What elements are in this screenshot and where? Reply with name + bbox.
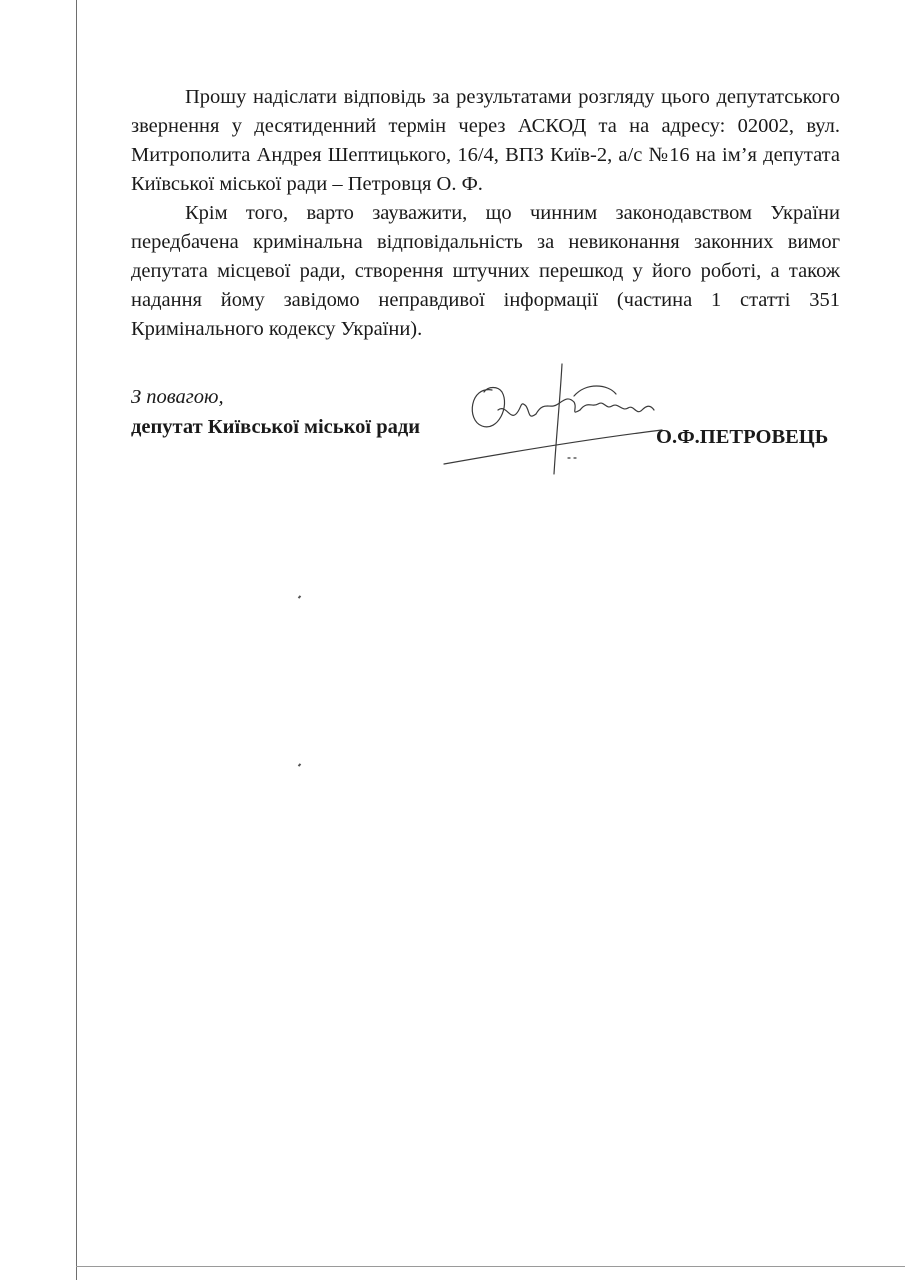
signer-name: О.Ф.ПЕТРОВЕЦЬ (656, 426, 829, 448)
closing-salutation: З повагою, (131, 386, 224, 408)
left-margin-line (76, 0, 77, 1280)
scan-speck (298, 595, 301, 599)
handwritten-signature (440, 360, 670, 480)
letter-body (131, 83, 840, 344)
paragraph-legal-notice: Крім того, варто зауважити, що чинним законодавством України передбачена кримінальна відповідальність за невиконання законних вимог депутата місцевої ради, створення штучних перешкод у його роботі, а також надання йому завідомо неправдивої інформації (частина 1 статті 351 Кримінального кодексу України). (131, 202, 840, 340)
signer-title: депутат Київської міської ради (131, 416, 421, 438)
bottom-edge-line (76, 1266, 905, 1267)
closing-block (131, 382, 420, 442)
scan-speck (298, 763, 301, 767)
paragraph-response-request: Прошу надіслати відповідь за результатами розгляду цього депутатського звернення у десятиденний термін через АСКОД та на адресу: 02002, вул. Митрополита Андрея Шептицького, 16/4, ВПЗ Київ-2, а/с №16 на ім’я депутата Київської міської ради – Петровця О. Ф. (131, 86, 840, 195)
